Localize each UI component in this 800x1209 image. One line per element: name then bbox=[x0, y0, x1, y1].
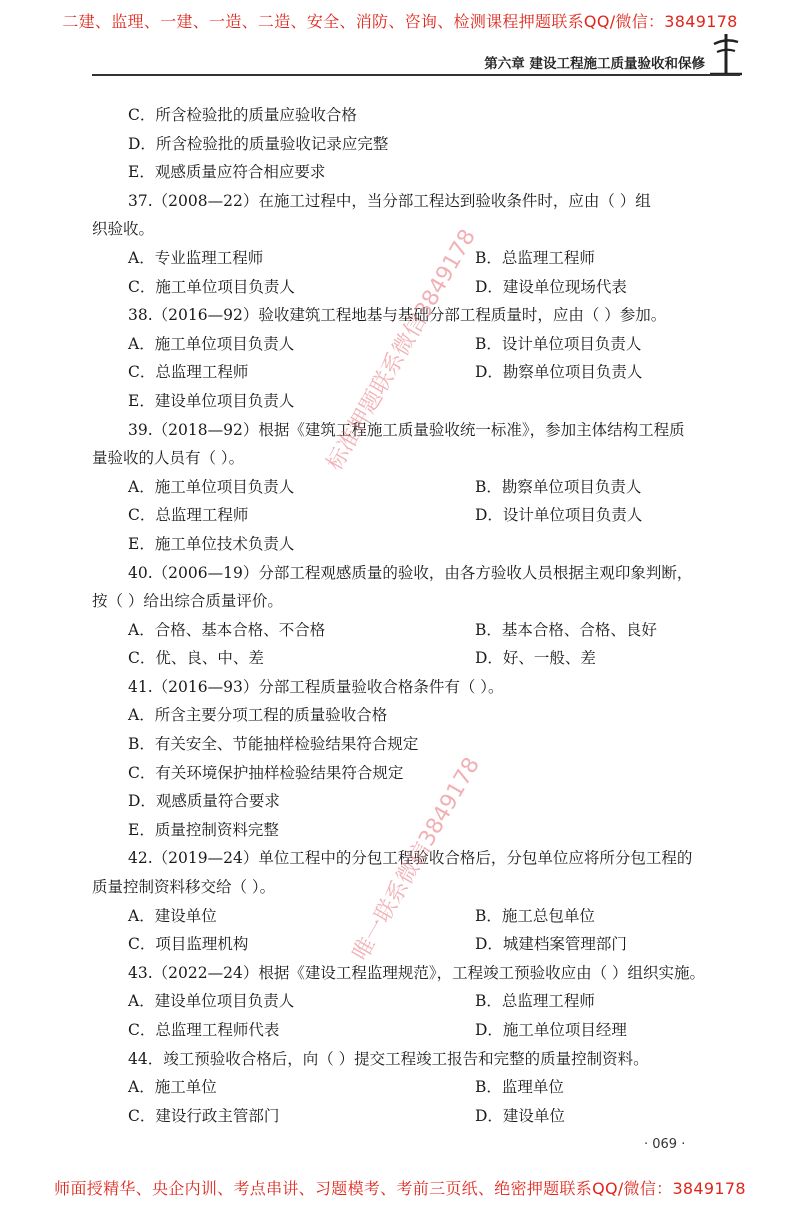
question-text: 38.（2016—92）验收建筑工程地基与基础分部工程质量时，应由（ ）参加。 bbox=[128, 306, 667, 325]
question-text: 43.（2022—24）根据《建设工程监理规范》，工程竣工预验收应由（ ）组织实施。 bbox=[128, 963, 705, 982]
option-right: B．总监理工程师 bbox=[475, 992, 595, 1011]
option-text: A．所含主要分项工程的质量验收合格 bbox=[128, 706, 388, 725]
page-number: · 069 · bbox=[644, 1137, 686, 1152]
option-text: D．观感质量符合要求 bbox=[128, 792, 280, 811]
option-left: A．合格、基本合格、不合格 bbox=[128, 620, 326, 639]
option-right: B．监理单位 bbox=[475, 1078, 564, 1097]
question-content bbox=[0, 101, 800, 1130]
option-row bbox=[0, 701, 800, 730]
option-text: E．观感质量应符合相应要求 bbox=[128, 163, 326, 182]
top-promo-banner: 二建、监理、一建、一造、二造、安全、消防、咨询、检测课程押题联系QQ/微信：3849178 bbox=[62, 12, 738, 31]
option-row bbox=[0, 501, 800, 530]
option-text: E．施工单位技术负责人 bbox=[128, 534, 295, 553]
question-text: 42.（2019—24）单位工程中的分包工程验收合格后，分包单位应将所分包工程的 bbox=[128, 849, 693, 868]
option-left: C．总监理工程师 bbox=[128, 506, 249, 525]
option-right: B．勘察单位项目负责人 bbox=[475, 477, 642, 496]
option-row bbox=[0, 244, 800, 273]
option-text: E．质量控制资料完整 bbox=[128, 820, 279, 839]
option-left: C．项目监理机构 bbox=[128, 935, 249, 954]
question-text: 39.（2018—92）根据《建筑工程施工质量验收统一标准》，参加主体结构工程质 bbox=[128, 420, 685, 439]
option-right: B．施工总包单位 bbox=[475, 906, 595, 925]
question-stem bbox=[0, 187, 800, 216]
option-row bbox=[0, 987, 800, 1016]
option-left: A．建设单位 bbox=[128, 906, 217, 925]
option-row bbox=[0, 787, 800, 816]
question-text: 41.（2016—93）分部工程质量验收合格条件有（ ）。 bbox=[128, 677, 504, 696]
option-row bbox=[0, 816, 800, 845]
watermark-lower: 唯一联系微信3849178 bbox=[348, 753, 485, 965]
watermark-upper: 标准押题联系微信3849178 bbox=[322, 225, 481, 475]
option-text: B．有关安全、节能抽样检验结果符合规定 bbox=[128, 735, 419, 754]
option-row bbox=[0, 273, 800, 302]
option-text: C．所含检验批的质量应验收合格 bbox=[128, 106, 357, 124]
question-text: 质量控制资料移交给（ ）。 bbox=[92, 878, 276, 897]
question-text: 44．竣工预验收合格后，向（ ）提交工程竣工报告和完整的质量控制资料。 bbox=[128, 1049, 649, 1068]
option-left: C．优、良、中、差 bbox=[128, 649, 264, 668]
option-right: B．设计单位项目负责人 bbox=[475, 334, 642, 353]
option-left: A．施工单位项目负责人 bbox=[128, 334, 295, 353]
option-left: C．施工单位项目负责人 bbox=[128, 277, 295, 296]
question-stem-continued bbox=[0, 587, 800, 616]
option-right: D．设计单位项目负责人 bbox=[475, 506, 643, 525]
option-text: E．建设单位项目负责人 bbox=[128, 391, 295, 410]
question-stem bbox=[0, 959, 800, 988]
option-row bbox=[0, 101, 800, 130]
header-rule bbox=[92, 74, 740, 76]
question-text: 按（ ）给出综合质量评价。 bbox=[92, 592, 283, 611]
option-text: C．有关环境保护抽样检验结果符合规定 bbox=[128, 763, 404, 782]
option-row bbox=[0, 930, 800, 959]
question-text: 量验收的人员有（ ）。 bbox=[92, 449, 245, 468]
chapter-header-title: 第六章 建设工程施工质量验收和保修 bbox=[484, 56, 705, 72]
option-right: B．总监理工程师 bbox=[475, 248, 595, 267]
option-text: D．所含检验批的质量验收记录应完整 bbox=[128, 134, 389, 153]
question-stem bbox=[0, 416, 800, 445]
option-left: C．总监理工程师 bbox=[128, 363, 249, 382]
option-row bbox=[0, 730, 800, 759]
option-left: A．专业监理工程师 bbox=[128, 248, 264, 267]
option-row bbox=[0, 530, 800, 559]
question-text: 织验收。 bbox=[92, 220, 155, 239]
bottom-promo-banner: 师面授精华、央企内训、考点串讲、习题模考、考前三页纸、绝密押题联系QQ/微信：3849178 bbox=[54, 1179, 746, 1198]
option-right: D．建设单位现场代表 bbox=[475, 277, 627, 296]
option-right: D．城建档案管理部门 bbox=[475, 935, 627, 954]
question-stem-continued bbox=[0, 215, 800, 244]
option-row bbox=[0, 644, 800, 673]
option-row bbox=[0, 1102, 800, 1131]
question-stem-continued bbox=[0, 444, 800, 473]
option-left: A．施工单位 bbox=[128, 1078, 217, 1097]
option-left: C．总监理工程师代表 bbox=[128, 1021, 280, 1039]
question-text: 37.（2008—22）在施工过程中，当分部工程达到验收条件时，应由（ ）组 bbox=[128, 191, 651, 210]
question-stem bbox=[0, 673, 800, 702]
option-left: A．施工单位项目负责人 bbox=[128, 477, 295, 496]
tree-logo-icon bbox=[708, 30, 744, 80]
option-row bbox=[0, 759, 800, 788]
question-stem bbox=[0, 1045, 800, 1074]
option-row bbox=[0, 1016, 800, 1045]
question-text: 40.（2006—19）分部工程观感质量的验收，由各方验收人员根据主观印象判断， bbox=[128, 563, 693, 582]
option-row bbox=[0, 130, 800, 159]
option-row bbox=[0, 616, 800, 645]
option-row bbox=[0, 1073, 800, 1102]
option-left: A．建设单位项目负责人 bbox=[128, 992, 295, 1011]
option-right: D．勘察单位项目负责人 bbox=[475, 363, 643, 382]
option-row bbox=[0, 158, 800, 187]
question-stem bbox=[0, 559, 800, 588]
option-right: D．施工单位项目经理 bbox=[475, 1021, 627, 1039]
option-row bbox=[0, 387, 800, 416]
option-right: B．基本合格、合格、良好 bbox=[475, 620, 657, 639]
option-row bbox=[0, 473, 800, 502]
option-left: C．建设行政主管部门 bbox=[128, 1106, 280, 1125]
option-right: D．建设单位 bbox=[475, 1106, 565, 1125]
option-right: D．好、一般、差 bbox=[475, 649, 596, 668]
